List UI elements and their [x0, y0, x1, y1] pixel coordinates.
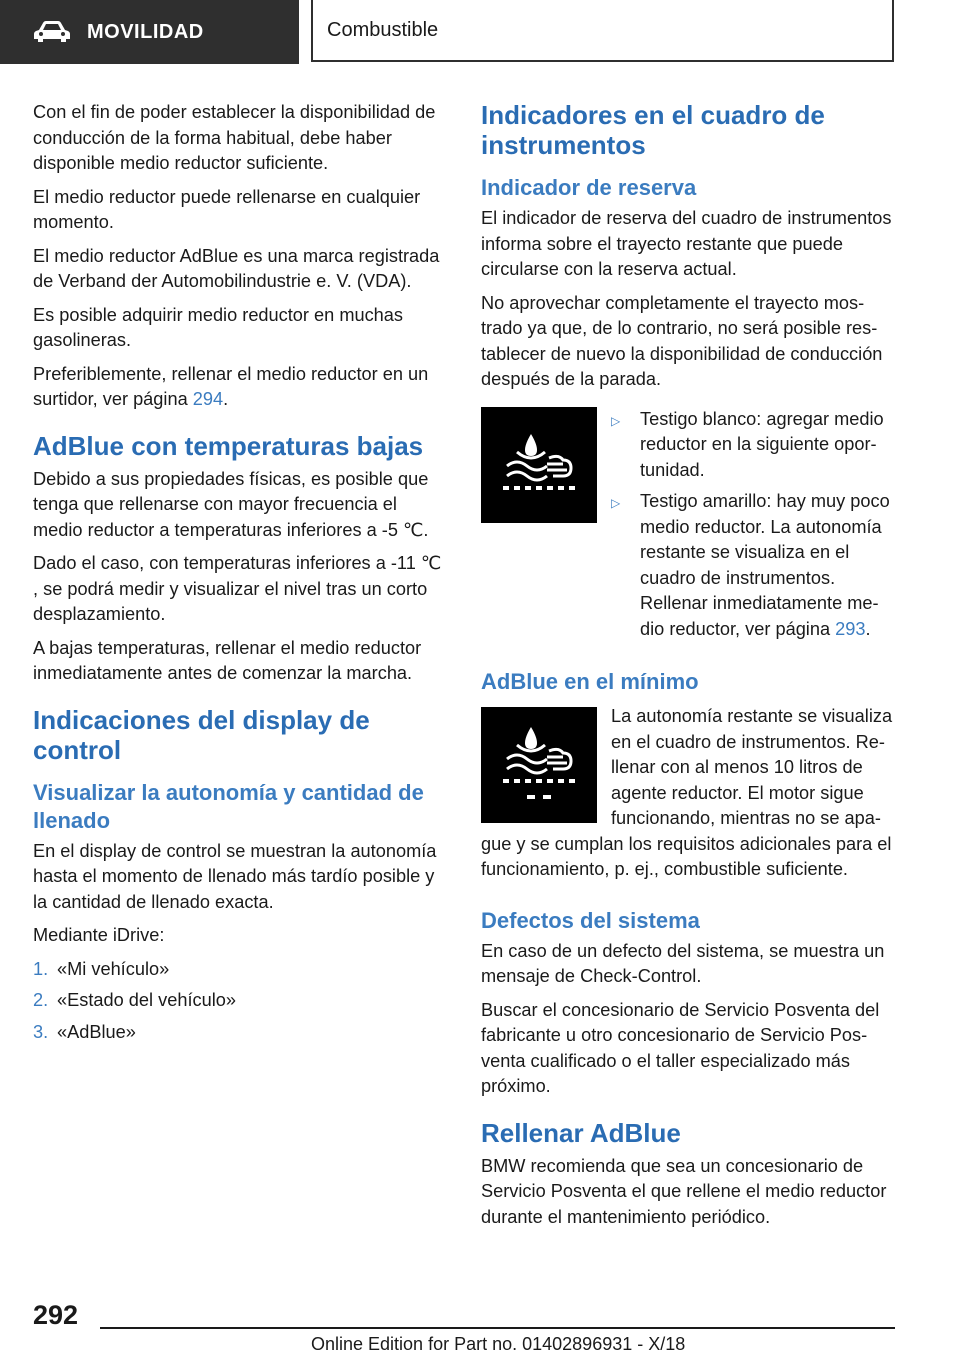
heading-reserva: Indicador de reserva [481, 175, 697, 200]
paragraph: Buscar el concesionario de Servicio Posventa del fabricante u otro concesionario de Servicio Posventa cualificado o el taller especializado más próximo. [481, 999, 880, 1096]
paragraph: No aprovechar completamente el trayecto mostrado ya que, de lo contrario, no será posible restablecer de nuevo la disponibilidad de conducción después de la parada. [481, 292, 883, 389]
reserve-bullets [611, 407, 896, 649]
page-number: 292 [33, 1300, 79, 1330]
step-number: 2. [33, 990, 49, 1010]
section-tab [0, 0, 299, 64]
paragraph-end: . [223, 389, 229, 409]
heading-adblue-bajas: AdBlue con temperaturas bajas [33, 430, 424, 461]
reserve-warning-block [481, 407, 896, 649]
left-column [33, 100, 447, 1051]
paragraph: Es posible adquirir medio reductor en muchas gasolineras. [33, 304, 404, 350]
heading-display-control: Indicaciones del display de control [33, 704, 370, 765]
bullet-text [640, 489, 896, 642]
right-column [481, 100, 896, 1238]
bullet-body: Testigo amarillo: hay muy poco medio reductor. La autonomía restante se visualiza en el cuadro de instrumentos. Rellenar inmediatamente medio reductor, ver página [640, 491, 890, 639]
heading-defectos: Defectos del sistema [481, 907, 700, 933]
chapter-title: Combustible [327, 18, 439, 41]
list-item [33, 1020, 447, 1046]
step-number: 3. [33, 1021, 49, 1042]
heading-rellenar: Rellenar AdBlue [481, 1117, 681, 1148]
page-link-294[interactable]: 294 [192, 389, 224, 409]
section-title: MOVILIDAD [87, 20, 204, 43]
page-link-293[interactable]: 293 [835, 618, 866, 639]
list-item [33, 957, 447, 983]
paragraph: BMW recomienda que sea un concesionario de Servicio Posventa el que rellene el medio reductor durante el mantenimiento periódico. [481, 1155, 887, 1227]
chapter-tab [311, 0, 894, 62]
paragraph: El medio reductor AdBlue es una marca registrada de Verband der Automobilindustrie e. V. (VDA). [33, 245, 440, 291]
paragraph-text: Preferiblemente, rellenar el medio reductor en un surtidor, ver página [33, 363, 429, 409]
paragraph: A bajas temperaturas, rellenar el medio reductor inmediatamente antes de comenzar la marcha. [33, 637, 422, 683]
list-item [33, 988, 447, 1014]
footer-rule [100, 1327, 895, 1329]
step-label: «Estado del vehículo» [57, 990, 236, 1010]
step-label: «AdBlue» [57, 1021, 136, 1042]
bullet-text: Testigo blanco: agregar medio reductor en la siguiente oportunidad. [640, 408, 884, 480]
heading-indicadores: Indicadores en el cuadro de instrumentos [481, 100, 825, 160]
idrive-steps [33, 957, 447, 1046]
triangle-bullet-icon: ▷ [611, 413, 621, 428]
paragraph: En caso de un defecto del sistema, se muestra un mensaje de Check-Control. [481, 940, 885, 986]
car-icon [33, 20, 71, 44]
adblue-minimum-icon [481, 707, 597, 823]
paragraph [33, 362, 447, 413]
paragraph: En el display de control se muestran la autonomía hasta el momento de llenado más tardío posible y la cantidad de llenado exacta. [33, 840, 437, 912]
paragraph: El indicador de reserva del cuadro de instrumentos informa sobre el trayecto restante que puede circularse con la reserva actual. [481, 208, 892, 279]
paragraph: Mediante iDrive: [33, 925, 165, 945]
adblue-warning-icon [481, 407, 597, 523]
edition-note: Online Edition for Part no. 01402896931 - X/18 [311, 1334, 686, 1354]
paragraph: Con el fin de poder establecer la disponibilidad de conducción de la forma habitual, debe haber disponible medio reductor suficiente. [33, 102, 436, 173]
step-label: «Mi vehículo» [57, 958, 170, 979]
list-item [611, 407, 896, 484]
paragraph: Dado el caso, con temperaturas inferiores a -11 ℃ , se podrá medir y visualizar el nivel tras un corto desplazamiento. [33, 553, 442, 624]
step-number: 1. [33, 958, 49, 979]
heading-minimo: AdBlue en el mínimo [481, 669, 699, 694]
paragraph: La autonomía restante se visualiza en el cuadro de instrumentos. Rellenar con al menos 10 litros de agente reductor. El motor sigue funcionando, mientras no se apague y se cumplan los requisitos adicionales para el funcionamiento, p. ej., combustible suficiente. [481, 706, 893, 879]
heading-autonomia: Visualizar la autonomía y cantidad de llenado [33, 779, 424, 833]
paragraph: El medio reductor puede rellenarse en cualquier momento. [33, 186, 421, 232]
minimum-block [481, 704, 896, 883]
list-item [611, 489, 896, 642]
bullet-end: . [865, 618, 871, 639]
paragraph: Debido a sus propiedades físicas, es posible que tenga que rellenarse con mayor frecuencia el medio reductor a temperaturas inferiores a -5 ℃. [33, 468, 429, 540]
triangle-bullet-icon: ▷ [611, 496, 621, 510]
